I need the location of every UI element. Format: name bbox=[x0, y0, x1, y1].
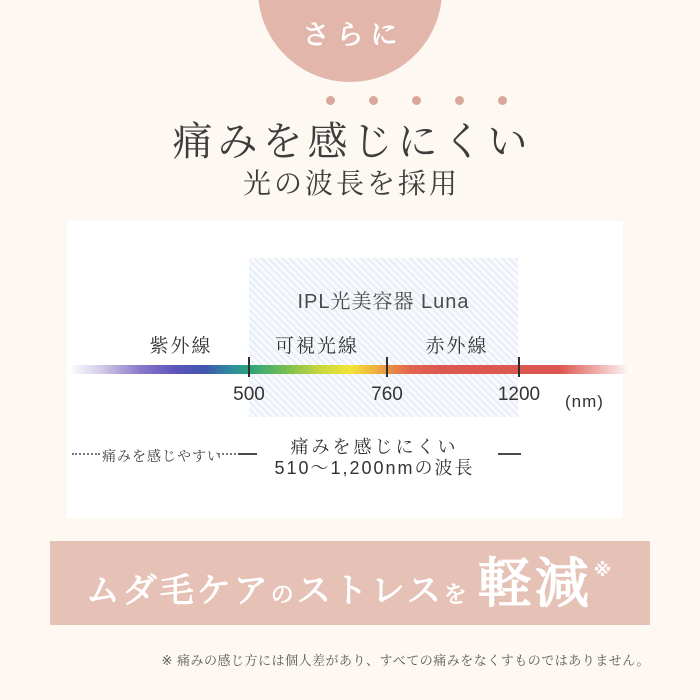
dot-icon bbox=[412, 96, 421, 105]
decorative-dots bbox=[326, 96, 507, 105]
page-title: 痛みを感じにくい bbox=[172, 120, 533, 164]
banner-reference-mark: ※ bbox=[593, 560, 615, 580]
wavelength-diagram-panel bbox=[67, 221, 623, 518]
banner-particle-1: の bbox=[270, 581, 297, 607]
axis-unit-label: (nm) bbox=[565, 392, 604, 411]
legend-painful-label: 痛みを感じやすい bbox=[102, 448, 222, 464]
region-label-uv: 紫外線 bbox=[149, 336, 213, 357]
legend-solid-line bbox=[238, 453, 257, 455]
region-label-infrared: 赤外線 bbox=[425, 336, 489, 357]
axis-tick-760 bbox=[386, 357, 388, 377]
banner-particle-2: を bbox=[443, 581, 470, 607]
legend-solid-line bbox=[498, 453, 521, 455]
dot-icon bbox=[369, 96, 378, 105]
banner-text-2: ストレス bbox=[296, 572, 444, 610]
axis-tick-500 bbox=[248, 357, 250, 377]
dot-icon bbox=[498, 96, 507, 105]
spectrum-bar bbox=[68, 365, 632, 374]
top-badge-label: さらに bbox=[302, 20, 405, 50]
footnote: ※ 痛みの感じ方には個人差があり、すべての痛みをなくすものではありません。 bbox=[161, 653, 650, 668]
page-subtitle: 光の波長を採用 bbox=[242, 168, 460, 199]
region-label-visible-light: 可視光線 bbox=[274, 336, 359, 357]
axis-tick-1200 bbox=[518, 357, 520, 377]
legend-dotted-line bbox=[218, 453, 236, 455]
legend-dotted-line bbox=[72, 453, 100, 455]
axis-tick-label-500: 500 bbox=[233, 384, 265, 405]
bottom-banner bbox=[50, 541, 650, 625]
axis-tick-label-1200: 1200 bbox=[497, 384, 541, 405]
device-label: IPL光美容器 Luna bbox=[297, 291, 470, 313]
legend-painless-block bbox=[262, 437, 487, 479]
legend-wavelength-range: 510〜1,200nmの波長 bbox=[274, 458, 475, 478]
dot-icon bbox=[455, 96, 464, 105]
banner-emphasis: 軽減 bbox=[477, 554, 592, 614]
banner-text-1: ムダ毛ケア bbox=[85, 572, 271, 610]
axis-tick-label-760: 760 bbox=[371, 384, 403, 405]
dot-icon bbox=[326, 96, 335, 105]
legend-painless-label: 痛みを感じにくい bbox=[290, 437, 459, 457]
